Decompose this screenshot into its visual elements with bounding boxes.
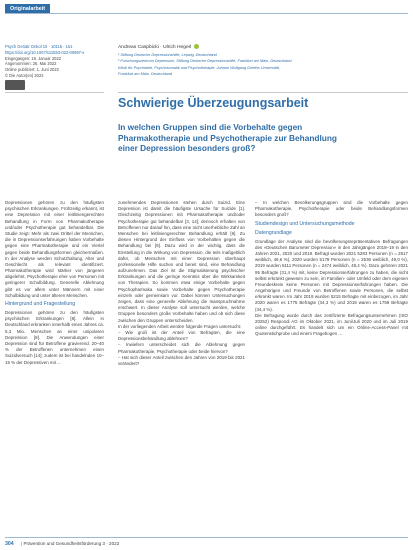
list-item: – Hat sich dieser Anteil zwischen den Jahren von 2019 bis 2021 verändert? (118, 354, 245, 366)
list-item: – Wie groß ist der Anteil von Befragten, die eine Depressionsbehandlung ablehnen? (118, 329, 245, 342)
affiliation-1: ¹ Stiftung Deutsche Depressionshilfe, Leipzig, Deutschland (118, 53, 217, 57)
article-title: Schwierige Überzeugungsarbeit (118, 96, 309, 110)
affiliation-2: ² Forschungszentrum Depression, Stiftung Deutsche Depressionshilfe, Frankfurt am Main, Deutschland (118, 59, 292, 64)
affiliation-divider (118, 92, 408, 93)
article-type-tag: Originalarbeit (5, 4, 50, 14)
meta-received: Eingegangen: 19. Januar 2022 (5, 55, 61, 61)
section-heading: Studiendesign und Untersuchungsmethode (255, 220, 355, 227)
body-paragraph: zunehmendes Depressionen stehen durch Suizid. Eine Depression ist damit die häufigste Ursache für Suizide [1]. Gleichzeitig Depressionen mit Pharmakotherapie und/oder Psychotherapie gut behandelbar [3, 14]; dennoch erhalten von Betroffenen nur darauf hin, dass eine nicht unerhebliche Zahl an Menschen bei leitliniengerechter Behandlung erhält [9]. Zu diesen Hintergrund der Einfluss von Vorbehalten gegen die Behandlung bei [9]. Dazu wird in der wichtig, dass die Einstellung in die Wirkung von Depression, die teils maßgeblich dafür, ob Menschen mit einer Depression überhaupt professionelle Hilfe suchen und bereit sind, eine Behandlung aufzunehmen. Das Ziel ist die Stigmatisierung psychischer Erkrankungen und die geringe Kenntnis über die Wirksamkeit von Therapien. So kommen etwa einige Vorbehalte gegen Psychopharmaka sowie Vorbehalte gegen Psychotherapie einzeln oder gemeinsam vor. Dabei können Untersuchungen zeigen, dass eine generelle Ablehnung die Inanspruchnahme erschwert. In dieser Analyse soll untersucht werden, welche Gruppen besonders große Vorbehalte haben und ob sich diese zwischen den Gruppen unterscheiden. (118, 200, 245, 323)
footer-divider (5, 537, 408, 538)
body-paragraph: In der vorliegenden Arbeit werden folgende Fragen untersucht: (118, 323, 242, 329)
meta-divider (5, 92, 104, 93)
body-paragraph: Depressionen gehören zu den häufigsten psychischen Erkrankungen [8]. Allein in Deutschland erkranken innerhalb eines Jahres ca. 5,3 Mio. Menschen an einer unipolaren Depression [8]. Die Anwendungen einer Depression sind für Betroffene gravierend. 20–40 % der Betroffenen unternehmen einen Suizidversuch [14]; zudem ist bei handelnden 10–15 % der Depressiven mit ... (5, 310, 104, 365)
column-2 (118, 200, 245, 367)
affiliation-4: Frankfurt am Main, Deutschland (118, 72, 173, 77)
list-item: – In welchen Bevölkerungsgruppen sind die Vorbehalte gegen Pharmakotherapie, Psychotherapie oder beide Behandlungsformen besonders groß? (255, 200, 408, 218)
column-3 (255, 200, 408, 338)
section-heading: Hintergrund und Fragestellung (5, 301, 76, 307)
affiliations (118, 52, 408, 78)
meta-accepted: Angenommen: 26. Mai 2022 (5, 61, 57, 67)
separator-icon: | (21, 541, 24, 546)
body-paragraph: Grundlage der Analyse sind die bevölkerungsrepräsentativen Befragungen des »Deutschen Barometer Depression« in den Jahrgängen 2018–19 in den Jahren 2021, 2020 und 2019. Befragt wurden 2021 5283 Personen (n = 2617 weiblich, 49,6 %), 2020 wurden 5178 Personen (n = 2536 weiblich, 49,0 %), 2019 wurden 5111 Personen (n = 2474 weiblich, 48,4 %). Dazu gehören 2021 95 Befragte (31,4 %) mit, keine Depressionserfahrungen zu haben, die nicht selbst erkrankt gewesen zu sein, im Familien- oder Umfeld oder dem eigenen Freundeskreis keine Personen mit Depressionserfahrungen haben. Die Angehörigen und Freunde von Betroffenen sowie Personen, die selbst erkrankt waren. Im Jahr 2019 wurden 5215 Befragte mit einbezogen, im Jahr 2020 waren es 1775 Befragte (34,3 %) und 2019 waren es 1759 Befragte (34,4 %). (255, 238, 408, 312)
orcid-icon[interactable] (194, 44, 199, 49)
column-1 (5, 200, 104, 366)
authors-text: Andreas Caspbicki · Ulrich Hegerl (118, 44, 192, 50)
meta-published: Online publiziert: 1. Juni 2022 (5, 67, 59, 73)
author-line (118, 44, 408, 50)
header-divider (5, 13, 408, 14)
open-access-badge (5, 80, 25, 90)
page-number: 304 (5, 541, 14, 547)
meta-copyright: © Die Autor(en) 2022 (5, 72, 44, 78)
journal-footer: | Prävention und Gesundheitsförderung 3 · 2022 (21, 541, 120, 546)
bullet-icon: – (118, 354, 122, 360)
affiliation-3: Klinik für Psychiatrie, Psychosomatik und Psychotherapie, Johann Wolfgang Goethe-Universität, (118, 65, 280, 70)
subsection-heading: Datengrundlage (255, 229, 292, 236)
article-meta (5, 44, 105, 79)
bullet-icon: – (118, 329, 126, 335)
bullet-icon: – (118, 342, 126, 348)
abstract-paragraph: Depressionen gehören zu den häufigsten psychischen Erkrankungen. Frühzeitig erkannt, ist eine Depression mit einer leitliniengerechten Behandlung in Form von Pharmakotherapie und/oder Psychotherapie gut behandelbar. Die Studie zeigt: Mehr als zwei Drittel der Menschen, die in Depressionserfahrungen haben Vorbehalte gegen eine Pharmakotherapie und ein Viertel gegen beide Behandlungsformen gleichermaßen. In der Analyse werden Schutzhaltung, Alter und Geschlecht als relevant identifiziert. Pharmakotherapie wird stärker von jüngeren abgelehnt, Psychotherapie eher von Personen mit geringerer Schulbildung. Generelle Ablehnung gibt es vor allem unter Männern mit einer Schulbildung und unter älteren Menschen. (5, 200, 104, 298)
article-subtitle: In welchen Gruppen sind die Vorbehalte gegen Pharmakotherapie und Psychotherapie zur Behandlung einer Depression besonders groß? (118, 122, 337, 154)
body-paragraph: Die Befragung wurde durch das zertifizierte Befragungsunternehmen (ISO 20252) Respondi AG im Oktober 2021, im Juni/Juli 2020 und im Juli 2019 online durchgeführt. Es handelt sich um ein Online-Access-Panel mit Quotenstichprobe und einem Fragebogen ... (255, 312, 408, 337)
meta-citation: Psych Geriatr Onkol 10 · 10116 · 161 (5, 44, 73, 49)
bullet-icon: – (255, 200, 264, 205)
list-item: – Inwiefern unterscheidet sich die Ablehnung gegen Pharmakotherapie, Psychotherapie oder beide hiervon? (118, 342, 245, 354)
meta-doi[interactable]: https://doi.org/10.1007/s11553-022-00997-x (5, 49, 85, 55)
